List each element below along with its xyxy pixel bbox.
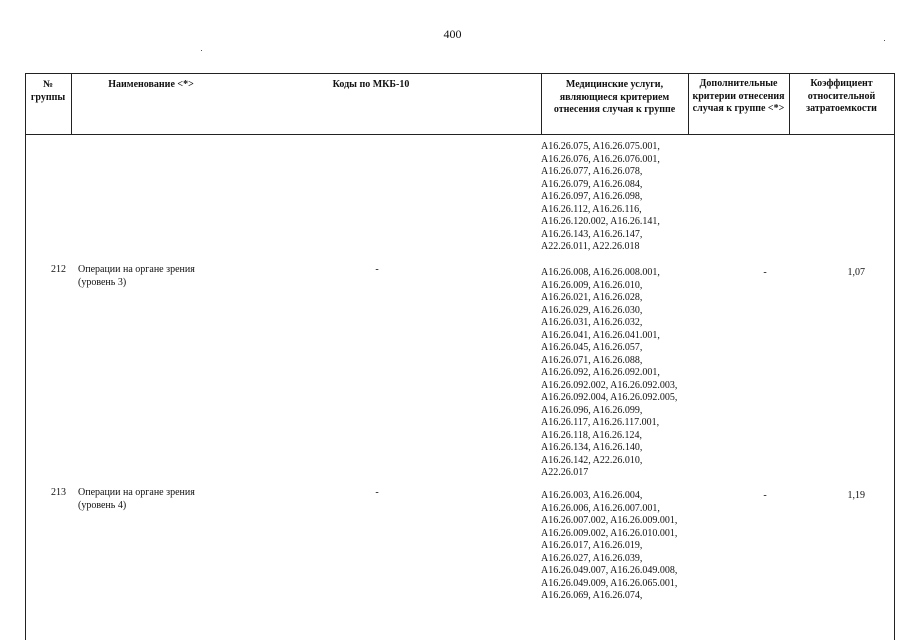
- service-codes-line: A22.26.017: [541, 467, 589, 478]
- service-codes-line: A16.26.079, A16.26.084,: [541, 178, 643, 190]
- header-group-no: № группы: [30, 79, 66, 103]
- service-codes-line: A16.26.069, A16.26.074,: [541, 590, 643, 601]
- service-codes-line: A16.26.076, A16.26.076.001,: [541, 153, 660, 165]
- service-codes-line: A16.26.118, A16.26.124,: [541, 429, 643, 441]
- service-codes-line: A16.26.143, A16.26.147,: [541, 228, 643, 240]
- services-list: [541, 490, 716, 603]
- service-codes-line: A16.26.049.007, A16.26.049.008,: [541, 565, 678, 576]
- service-codes-line: A16.26.092, A16.26.092.001,: [541, 367, 660, 378]
- service-codes-line: A16.26.096, A16.26.099,: [541, 404, 643, 416]
- group-number: 213: [51, 487, 66, 498]
- scan-speck: [884, 40, 885, 41]
- service-codes-line: A16.26.006, A16.26.007.001,: [541, 502, 660, 514]
- services-list: [541, 267, 716, 480]
- service-codes-line: A16.26.003, A16.26.004,: [541, 490, 643, 501]
- service-codes-line: A16.26.017, A16.26.019,: [541, 540, 643, 551]
- cost-coefficient: 1,19: [847, 490, 865, 501]
- service-codes-line: A16.26.007.002, A16.26.009.001,: [541, 515, 678, 526]
- header-name: Наименование <*>: [108, 79, 194, 90]
- service-codes-line: A16.26.049.009, A16.26.065.001,: [541, 577, 678, 589]
- header-coefficient: Коэффициент относительной затратоемкости: [806, 78, 877, 114]
- icd-codes: -: [375, 264, 379, 275]
- services-list: [541, 141, 716, 254]
- service-codes-line: A16.26.120.002, A16.26.141,: [541, 216, 660, 227]
- table-header: [26, 73, 894, 135]
- service-codes-line: A16.26.097, A16.26.098,: [541, 191, 643, 202]
- cost-coefficient: 1,07: [847, 267, 865, 278]
- service-codes-line: A16.26.009, A16.26.010,: [541, 279, 643, 291]
- service-codes-line: A16.26.071, A16.26.088,: [541, 354, 643, 366]
- service-codes-line: A16.26.092.002, A16.26.092.003,: [541, 379, 678, 391]
- service-codes-line: A16.26.009.002, A16.26.010.001,: [541, 527, 678, 539]
- group-name: Операции на органе зрения (уровень 4): [78, 487, 195, 511]
- service-codes-line: A16.26.134, A16.26.140,: [541, 442, 643, 453]
- service-codes-line: A22.26.011, A22.26.018: [541, 241, 640, 252]
- service-codes-line: A16.26.031, A16.26.032,: [541, 317, 643, 328]
- service-codes-line: A16.26.075, A16.26.075.001,: [541, 141, 660, 152]
- service-codes-line: A16.26.077, A16.26.078,: [541, 166, 643, 177]
- group-number: 212: [51, 264, 66, 275]
- icd-codes: -: [375, 487, 379, 498]
- page-number: 400: [443, 27, 462, 41]
- service-codes-line: A16.26.027, A16.26.039,: [541, 552, 643, 564]
- service-codes-line: A16.26.008, A16.26.008.001,: [541, 267, 660, 278]
- service-codes-line: A16.26.041, A16.26.041.001,: [541, 329, 660, 341]
- service-codes-line: A16.26.021, A16.26.028,: [541, 292, 643, 303]
- header-services: Медицинские услуги, являющиеся критерием отнесения случая к группе: [553, 79, 676, 115]
- scan-speck: [201, 50, 202, 51]
- service-codes-line: A16.26.112, A16.26.116,: [541, 203, 642, 215]
- extra-criteria: -: [763, 490, 767, 501]
- group-name: Операции на органе зрения (уровень 3): [78, 264, 195, 288]
- service-codes-line: A16.26.029, A16.26.030,: [541, 304, 643, 316]
- service-codes-line: A16.26.142, A22.26.010,: [541, 454, 643, 466]
- service-codes-line: A16.26.045, A16.26.057,: [541, 342, 643, 353]
- service-codes-line: A16.26.117, A16.26.117.001,: [541, 417, 660, 428]
- extra-criteria: -: [763, 267, 767, 278]
- header-icd-codes: Коды по МКБ-10: [332, 79, 410, 90]
- tariff-table: [25, 73, 895, 640]
- service-codes-line: A16.26.092.004, A16.26.092.005,: [541, 392, 678, 403]
- header-extra-criteria: Дополнительные критерии отнесения случая к группе <*>: [692, 78, 785, 114]
